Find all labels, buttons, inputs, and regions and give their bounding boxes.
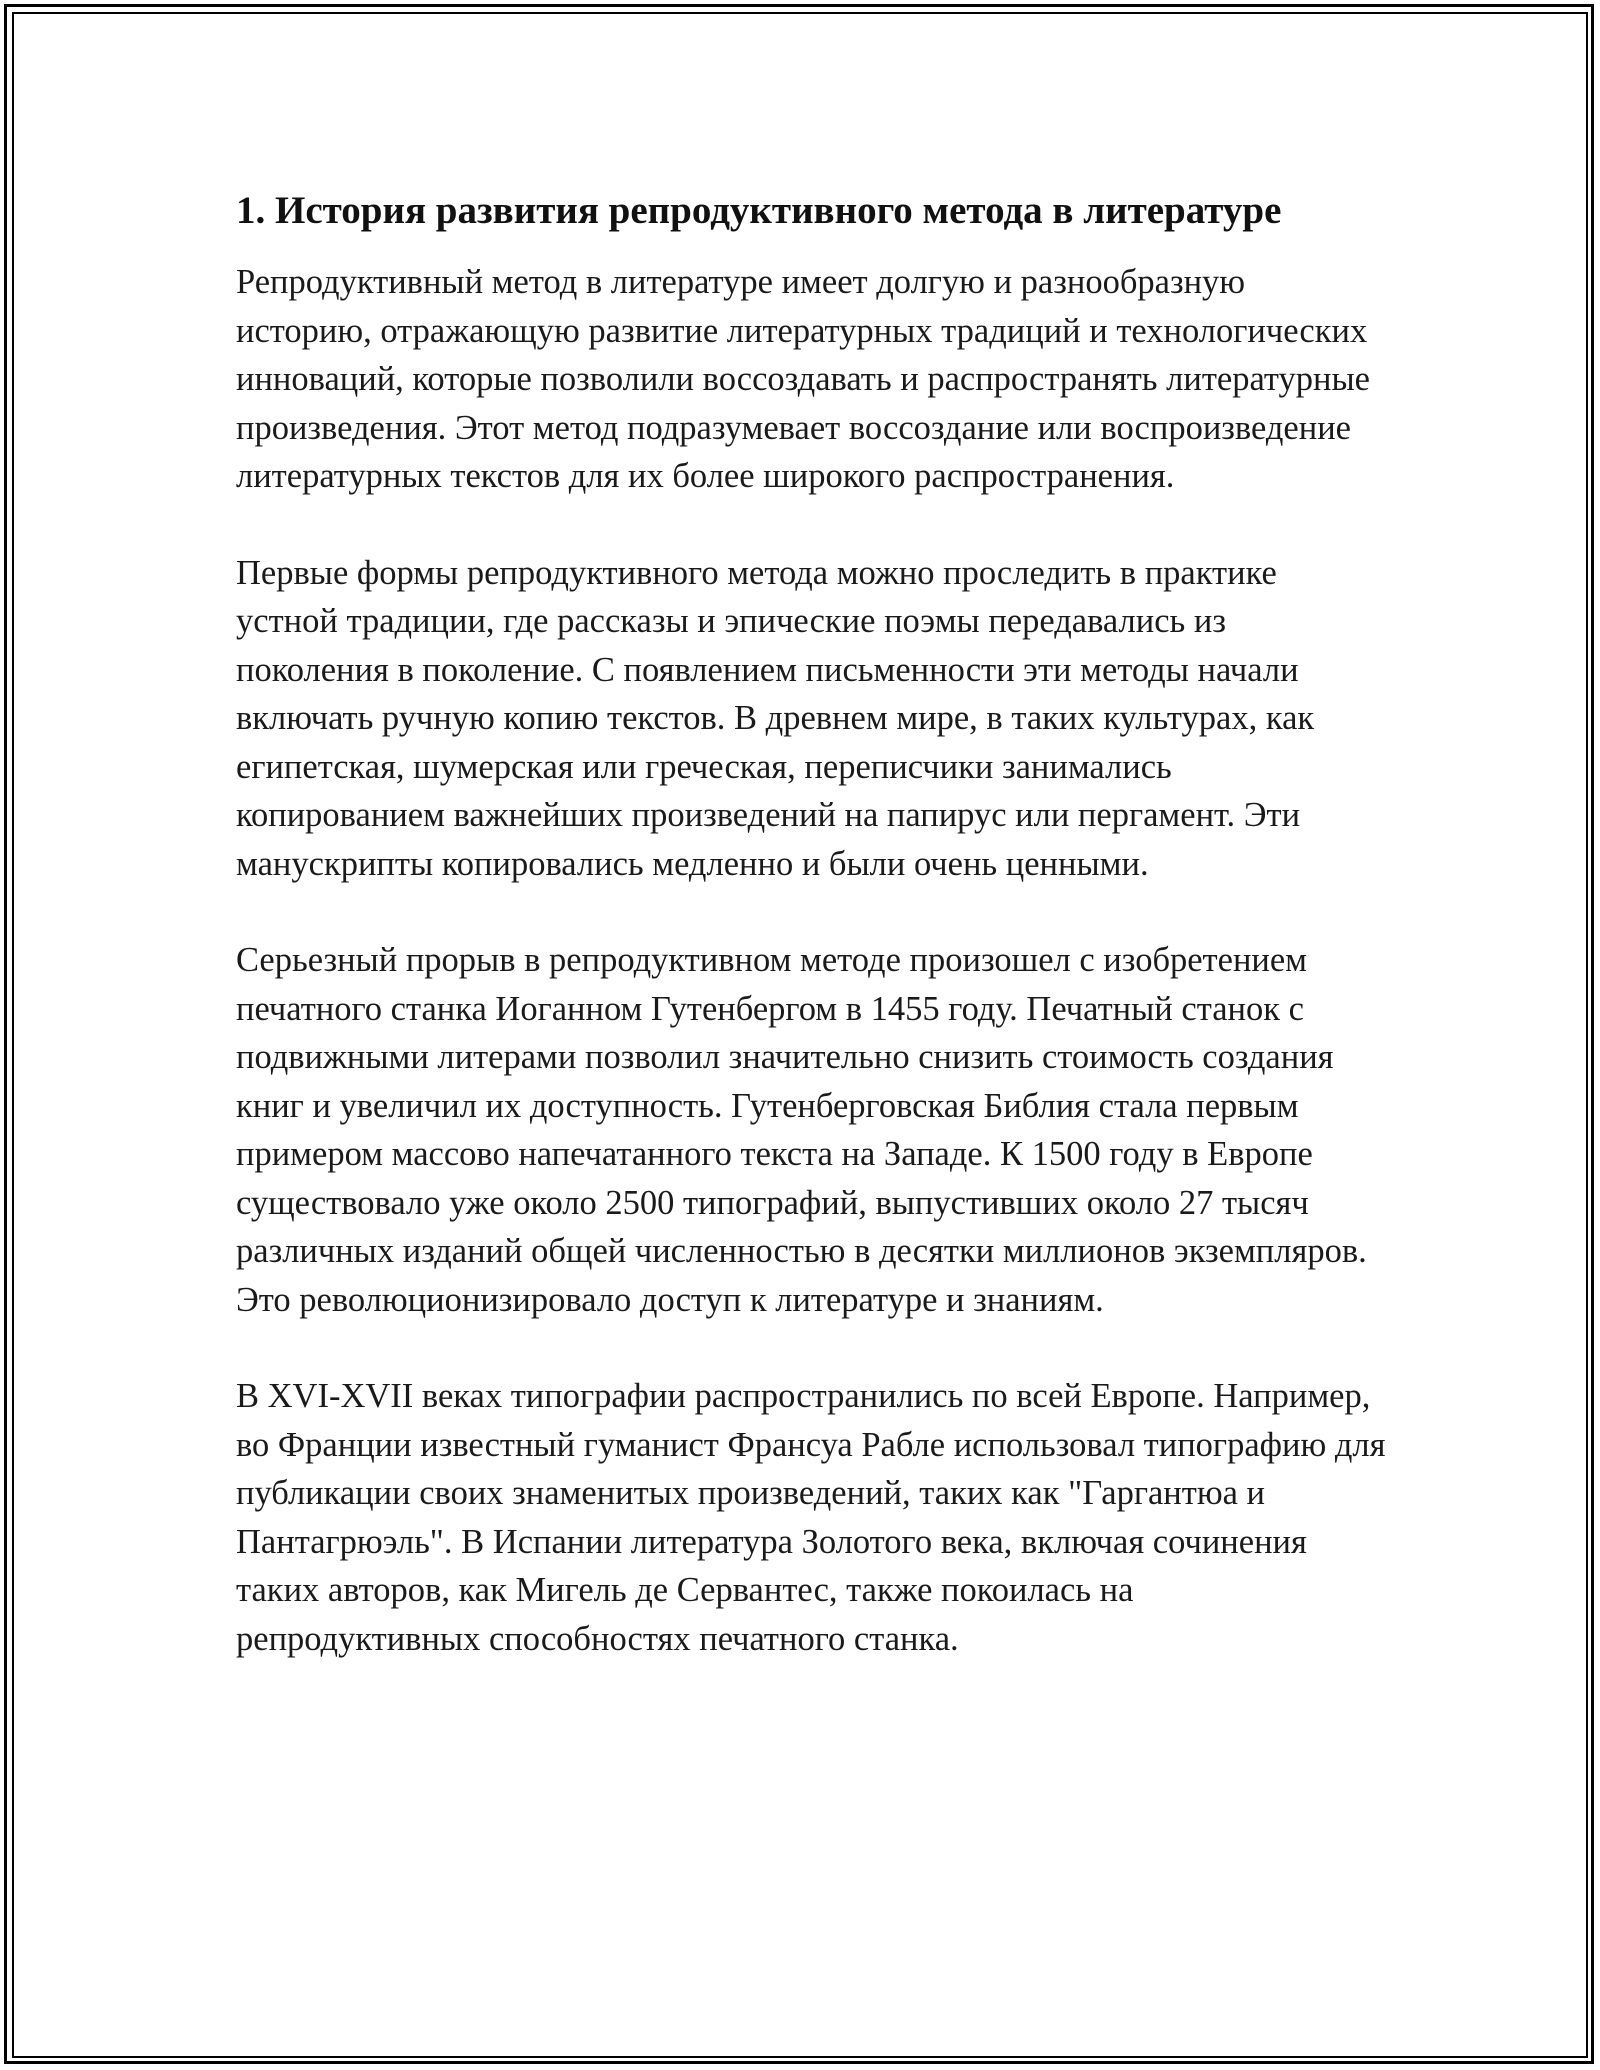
paragraph-4: В XVI-XVII веках типографии распространились по всей Европе. Например, во Франции известный гуманист Франсуа Рабле использовал типографию для публикации своих знаменитых произведений, таких как "Гаргантюа и Пантагрюэль". В Испании литература Золотого века, включая сочинения таких авторов, как Мигель де Сервантес, также покоилась на репродуктивных способностях печатного станка.	[236, 1377, 1386, 1658]
paragraph-1: Репродуктивный метод в литературе имеет долгую и разнообразную историю, отражающую развитие литературных традиций и технологических инноваций, которые позволили воссоздавать и распространять литературные произведения. Этот метод подразумевает воссоздание или воспроизведение литературных текстов для их более широкого распространения.	[236, 263, 1370, 495]
section-heading: 1. История развития репродуктивного метода в литературе	[236, 189, 1282, 232]
paragraph-3: Серьезный прорыв в репродуктивном методе произошел с изобретением печатного станка Иоганном Гутенбергом в 1455 году. Печатный станок с подвижными литерами позволил значительно снизить стоимость создания книг и увеличил их доступность. Гутенберговская Библия стала первым примером массово напечатанного текста на Западе. К 1500 году в Европе существовало уже около 2500 типографий, выпустивших около 27 тысяч различных изданий общей численностью в десятки миллионов экземпляров. Это революционизировало доступ к литературе и знаниям.	[236, 941, 1367, 1319]
paragraph-2: Первые формы репродуктивного метода можно проследить в практике устной традиции, где рассказы и эпические поэмы передавались из поколения в поколение. С появлением письменности эти методы начали включать ручную копию текстов. В древнем мире, в таких культурах, как египетская, шумерская или греческая, переписчики занимались копированием важнейших произведений на папирус или пергамент. Эти манускрипты копировались медленно и были очень ценными.	[236, 553, 1315, 883]
document-body	[236, 186, 1386, 1711]
